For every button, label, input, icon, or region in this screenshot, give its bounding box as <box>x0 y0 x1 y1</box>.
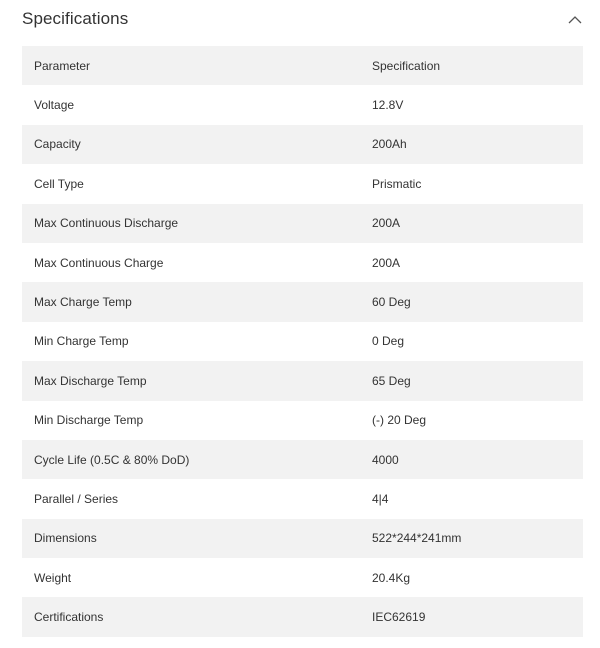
table-row <box>22 558 583 597</box>
table-row <box>22 479 583 518</box>
specification-cell: 200A <box>372 216 401 231</box>
parameter-cell: Dimensions <box>34 531 97 546</box>
parameter-cell: Cycle Life (0.5C & 80% DoD) <box>34 452 190 467</box>
specification-cell: 0 Deg <box>372 334 405 349</box>
specification-cell: Prismatic <box>372 176 422 191</box>
table-row <box>22 440 583 479</box>
table-header-row <box>22 46 583 85</box>
table-row <box>22 519 583 558</box>
specification-cell: 65 Deg <box>372 373 411 388</box>
parameter-cell: Cell Type <box>34 176 84 191</box>
specification-cell: 200Ah <box>372 137 407 152</box>
specifications-header[interactable] <box>22 0 584 38</box>
table-row <box>22 361 583 400</box>
parameter-cell: Certifications <box>34 610 104 625</box>
specification-cell: 60 Deg <box>372 295 411 310</box>
specification-cell: 20.4Kg <box>372 570 411 585</box>
table-row <box>22 164 583 203</box>
table-row <box>22 125 583 164</box>
parameter-cell: Capacity <box>34 137 81 152</box>
specification-cell: 522*244*241mm <box>372 531 462 546</box>
table-row <box>22 243 583 282</box>
specification-cell: 12.8V <box>372 98 404 113</box>
column-header-parameter: Parameter <box>34 58 91 73</box>
parameter-cell: Weight <box>34 570 72 585</box>
parameter-cell: Max Continuous Discharge <box>34 216 179 231</box>
table-row <box>22 597 583 636</box>
column-header-specification: Specification <box>372 58 441 73</box>
table-row <box>22 85 583 124</box>
table-row <box>22 322 583 361</box>
specification-cell: 200A <box>372 255 401 270</box>
parameter-cell: Min Discharge Temp <box>34 413 144 428</box>
table-row <box>22 282 583 321</box>
table-row <box>22 401 583 440</box>
parameter-cell: Max Charge Temp <box>34 295 132 310</box>
parameter-cell: Max Continuous Charge <box>34 255 164 270</box>
parameter-cell: Max Discharge Temp <box>34 373 147 388</box>
parameter-cell: Voltage <box>34 98 75 113</box>
chevron-up-icon[interactable] <box>568 12 582 26</box>
parameter-cell: Parallel / Series <box>34 491 119 506</box>
parameter-cell: Min Charge Temp <box>34 334 129 349</box>
table-row <box>22 204 583 243</box>
specification-cell: 4|4 <box>372 491 389 506</box>
specification-cell: 4000 <box>372 452 399 467</box>
specification-cell: (-) 20 Deg <box>372 413 427 428</box>
specification-cell: IEC62619 <box>372 610 426 625</box>
section-title: Specifications <box>22 9 129 28</box>
specifications-table <box>22 46 583 637</box>
